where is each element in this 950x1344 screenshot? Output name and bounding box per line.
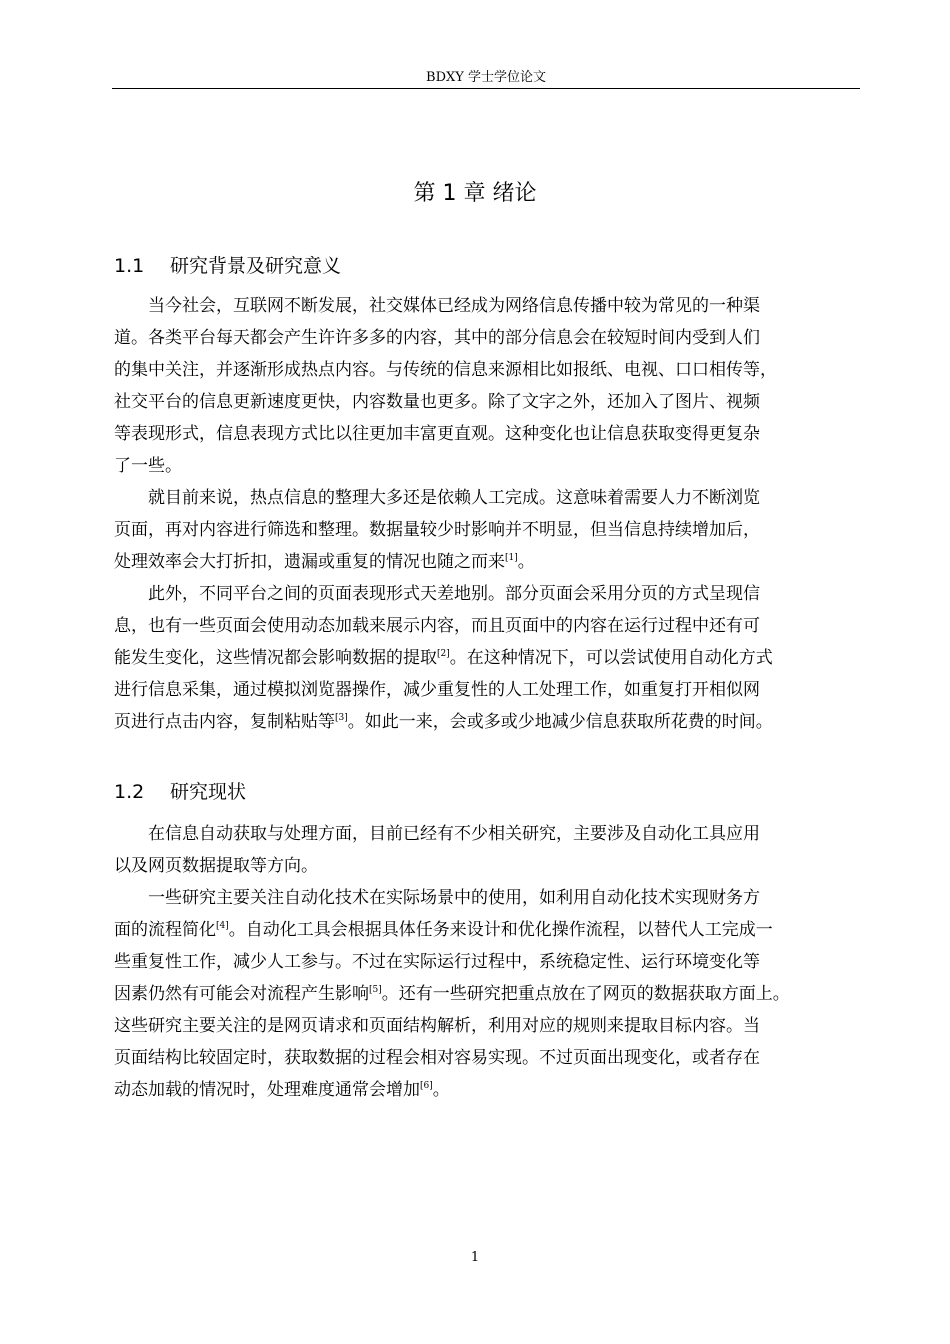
text-run: 面的流程简化 — [114, 920, 216, 940]
citation-ref: [3] — [335, 713, 348, 723]
text-line — [114, 322, 860, 354]
citation-ref: [4] — [216, 921, 229, 931]
text-run: 。在这种情况下，可以尝试使用自动化方式 — [449, 648, 773, 668]
text-run: 能发生变化，这些情况都会影响数据的提取 — [114, 648, 437, 668]
citation-ref: [6] — [420, 1081, 433, 1091]
text-run: 。 — [517, 552, 535, 572]
text-run: 此外，不同平台之间的页面表现形式天差地别。部分页面会采用分页的方式呈现信 — [114, 584, 760, 604]
text-run: 道。各类平台每天都会产生许许多多的内容，其中的部分信息会在较短时间内受到人们 — [114, 328, 760, 348]
text-run: 了一些。 — [114, 456, 182, 476]
text-line — [114, 578, 860, 610]
text-line — [114, 978, 860, 1010]
citation-ref: [2] — [437, 649, 450, 659]
text-run: 。如此一来，会或多或少地减少信息获取所花费的时间。 — [347, 712, 773, 732]
text-line — [114, 946, 860, 978]
section-body-1-2 — [114, 818, 860, 1106]
text-line — [114, 290, 860, 322]
section-heading-1-2 — [114, 778, 246, 806]
text-run: 一些研究主要关注自动化技术在实际场景中的使用，如利用自动化技术实现财务方 — [114, 888, 760, 908]
text-run: 页进行点击内容，复制粘贴等 — [114, 712, 335, 732]
section-title: 研究背景及研究意义 — [170, 255, 342, 277]
text-line — [114, 674, 860, 706]
text-run: 页面结构比较固定时，获取数据的过程会相对容易实现。不过页面出现变化，或者存在 — [114, 1048, 760, 1068]
text-line — [114, 706, 860, 738]
text-line — [114, 418, 860, 450]
citation-ref: [5] — [369, 985, 382, 995]
text-line — [114, 354, 860, 386]
text-run: 。还有一些研究把重点放在了网页的数据获取方面上。 — [381, 984, 790, 1004]
text-line — [114, 1010, 860, 1042]
text-run: 社交平台的信息更新速度更快，内容数量也更多。除了文字之外，还加入了图片、视频 — [114, 392, 760, 412]
running-header: BDXY 学士学位论文 — [426, 70, 546, 85]
text-line — [114, 386, 860, 418]
text-line — [114, 818, 860, 850]
text-line — [114, 514, 860, 546]
text-run: 。 — [432, 1080, 450, 1100]
text-run: 动态加载的情况时，处理难度通常会增加 — [114, 1080, 420, 1100]
section-title: 研究现状 — [170, 781, 247, 803]
text-line — [114, 850, 860, 882]
section-number: 1.1 — [114, 255, 145, 277]
text-run: 。自动化工具会根据具体任务来设计和优化操作流程，以替代人工完成一 — [228, 920, 773, 940]
text-run: 进行信息采集，通过模拟浏览器操作，减少重复性的人工处理工作，如重复打开相似网 — [114, 680, 760, 700]
text-line — [114, 546, 860, 578]
text-run: 当今社会，互联网不断发展，社交媒体已经成为网络信息传播中较为常见的一种渠 — [114, 296, 760, 316]
chapter-title: 第 1 章 绪论 — [413, 181, 537, 206]
section-number: 1.2 — [114, 781, 145, 803]
text-run: 在信息自动获取与处理方面，目前已经有不少相关研究，主要涉及自动化工具应用 — [114, 824, 760, 844]
text-line — [114, 482, 860, 514]
text-line — [114, 610, 860, 642]
section-heading-1-1 — [114, 252, 341, 280]
header-rule — [112, 88, 860, 89]
text-run: 就目前来说，热点信息的整理大多还是依赖人工完成。这意味着需要人力不断浏览 — [114, 488, 760, 508]
text-line — [114, 914, 860, 946]
text-line — [114, 450, 860, 482]
text-run: 这些研究主要关注的是网页请求和页面结构解析，利用对应的规则来提取目标内容。当 — [114, 1016, 760, 1036]
text-run: 处理效率会大打折扣，遗漏或重复的情况也随之而来 — [114, 552, 505, 572]
citation-ref: [1] — [505, 553, 518, 563]
text-run: 等表现形式，信息表现方式比以往更加丰富更直观。这种变化也让信息获取变得更复杂 — [114, 424, 760, 444]
page-number: 1 — [470, 1250, 480, 1265]
text-line — [114, 882, 860, 914]
text-run: 些重复性工作，减少人工参与。不过在实际运行过程中，系统稳定性、运行环境变化等 — [114, 952, 760, 972]
text-line — [114, 1074, 860, 1106]
text-run: 的集中关注，并逐渐形成热点内容。与传统的信息来源相比如报纸、电视、口口相传等， — [114, 360, 777, 380]
text-run: 因素仍然有可能会对流程产生影响 — [114, 984, 369, 1004]
text-run: 页面，再对内容进行筛选和整理。数据量较少时影响并不明显，但当信息持续增加后， — [114, 520, 760, 540]
text-line — [114, 1042, 860, 1074]
text-line — [114, 642, 860, 674]
section-body-1-1 — [114, 290, 860, 738]
text-run: 以及网页数据提取等方向。 — [114, 856, 318, 876]
text-run: 息，也有一些页面会使用动态加载来展示内容，而且页面中的内容在运行过程中还有可 — [114, 616, 760, 636]
